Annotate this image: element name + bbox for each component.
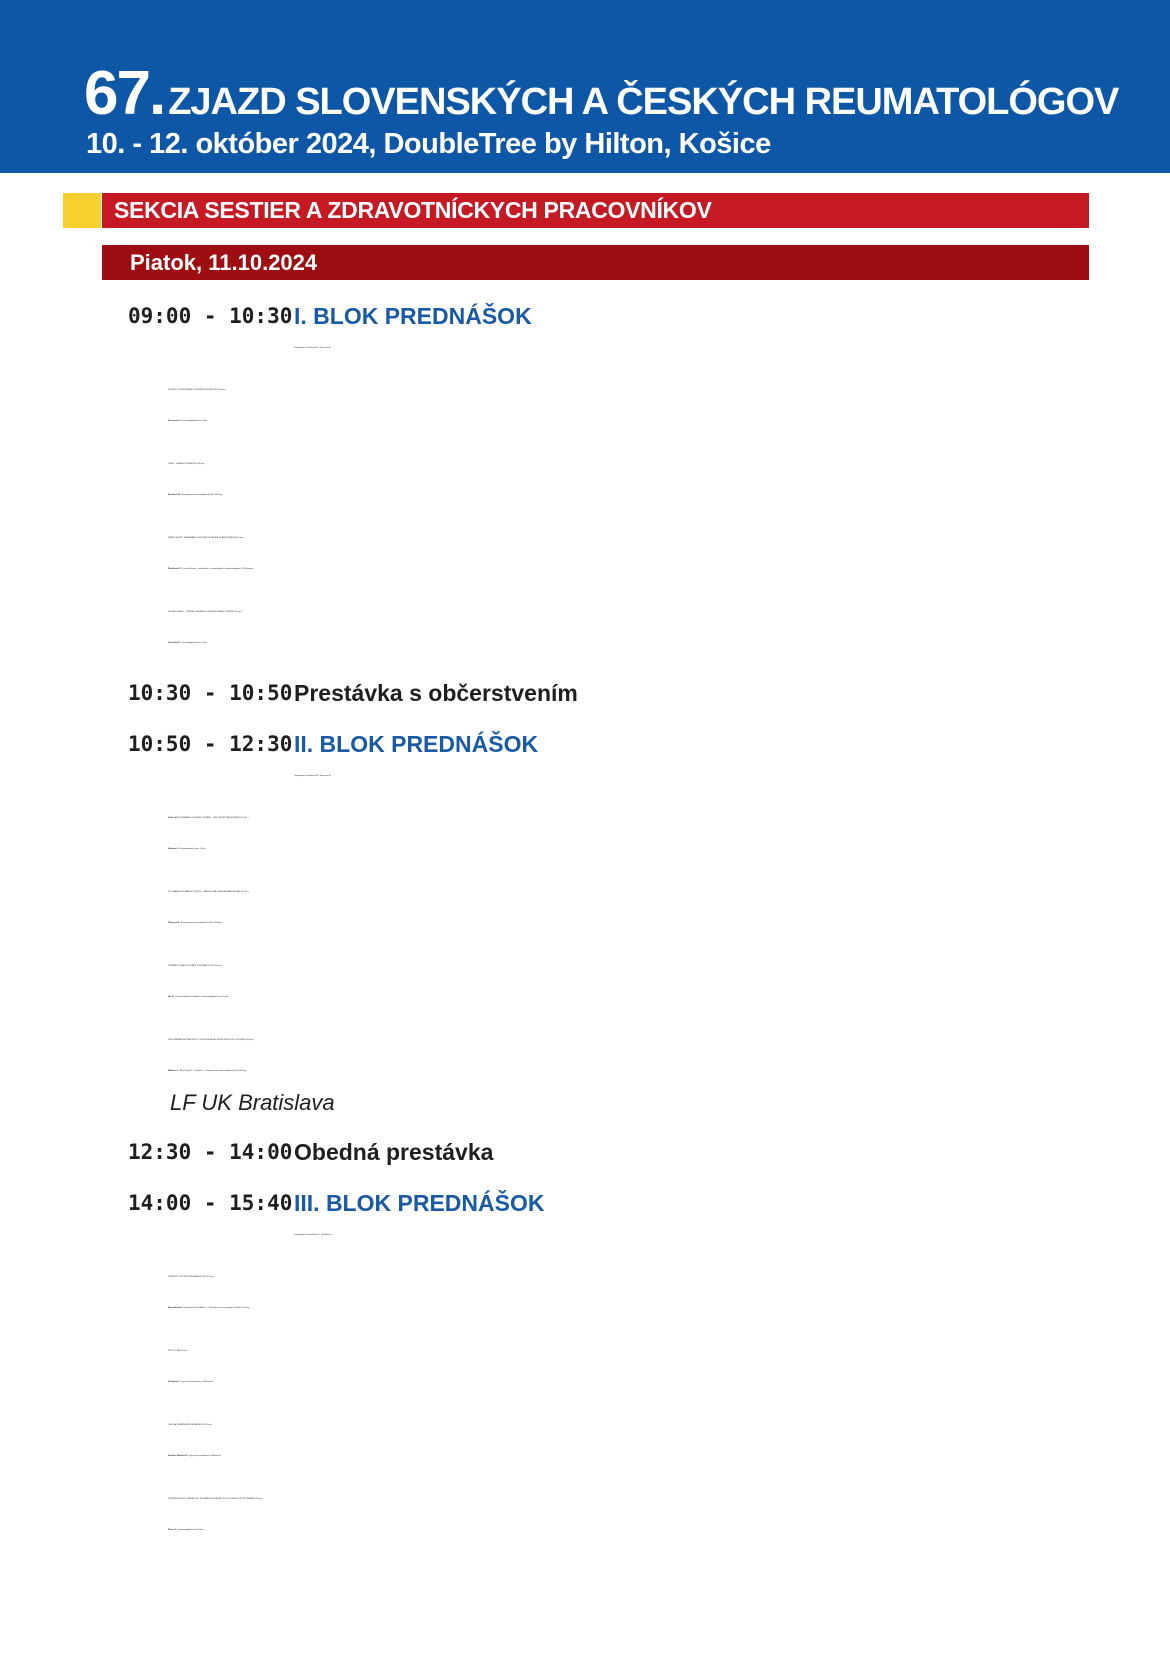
chairpersons: Predsedajúci: Nováková M., Šmucrová H. <box>294 347 332 349</box>
page-header <box>0 0 1170 173</box>
slot-time: 12:30 - 14:00 <box>128 1140 293 1164</box>
main-author: Přindišová P., <box>168 568 181 570</box>
talk-authors <box>168 834 1170 865</box>
talk-title: CRMO – PRÍBEH POKRAČUJE (30 min.) <box>168 463 206 465</box>
slot-time: 10:30 - 10:50 <box>128 681 293 705</box>
talk-title: PROJEKT RHEU – THYMIA V REVMATOLOGICKÉM ÚSTAVU V PRAZE (20 min.) <box>168 611 242 613</box>
main-author: Vejvodová E., <box>168 642 181 644</box>
talk-authors <box>168 1441 1170 1472</box>
talk-authors <box>168 554 1170 585</box>
talk-item <box>168 597 1170 659</box>
congress-title <box>84 58 1118 129</box>
talk-authors <box>168 1515 1170 1546</box>
talk-item <box>168 1484 1170 1546</box>
main-author: Fábryová M., <box>168 922 181 924</box>
break-title: Prestávka s občerstvením <box>294 680 578 706</box>
talk-title: POSTIŽENÍ NOHY U PACIENTŮ S PSORIATICKOU ARTRITÍDOU Z POHLEDU FYZIOTERAPIE (20 min.) <box>168 1498 263 1500</box>
affiliation: Liga proti reumatizmu na Slovensku <box>189 1455 221 1457</box>
talk-item <box>168 803 1170 865</box>
break-slot <box>0 1136 1170 1169</box>
talk-title: PUTOVANIE HODVÁBNOU CESTOU – BEHCETOVA CHOROBA (KAZUISTIKA) (30 min.) <box>168 891 249 893</box>
talk-item <box>168 1262 1170 1324</box>
block-title: I. BLOK PREDNÁŠOK <box>294 303 532 329</box>
talk-authors <box>168 406 1170 437</box>
affiliation: Národný ústav reumatických chorôb, Piešťany <box>208 1307 250 1309</box>
talk-title: TRÉNINK DÝCHACÍCH SVALŮ V REVMATOLOGII (20 min.) <box>168 965 223 967</box>
affiliation: III. interní klinika – nefrologická, revmatologická a endokrinologická, FN Olomouc <box>181 568 254 570</box>
break-title: Obedná prestávka <box>294 1139 494 1165</box>
block-title: III. BLOK PREDNÁŠOK <box>294 1190 545 1216</box>
section-marker <box>63 193 101 228</box>
break-slot <box>0 677 1170 710</box>
affiliation: Revmatologický ústav, Praha <box>181 420 208 422</box>
main-author: Nováková M., <box>168 494 181 496</box>
talk-item <box>168 1410 1170 1472</box>
main-author: Hľadajová L., <box>168 1381 181 1383</box>
programme-slot <box>0 728 1170 761</box>
talk-title: ČINNOSŤ LIGY PROTI REUMATIZMU SR (15 min.) <box>168 1276 215 1278</box>
slot-time: 14:00 - 15:40 <box>128 1191 293 1215</box>
talk-authors <box>168 1367 1170 1398</box>
talk-title: PRÁCE SESTRY NA REVMATOLOGICKÉM ODDĚLENÍ V KAZUISTIKÁCH (20 min.) <box>168 537 244 539</box>
affiliation: Národný ústav reumatických chorôb, Piešťany <box>180 922 222 924</box>
talk-item <box>168 1025 1170 1118</box>
talk-title: ŽIVOT S JIA (20 min.) <box>168 1350 188 1352</box>
main-author: Šmucrová H., <box>168 420 181 422</box>
affiliation: Centrum léčebné rehabilitace, Revmatologický ústav, Praha <box>175 996 229 998</box>
talk-title: AMBULANCE REVMATOLOGICKÉHO ÚSTAVU – JEHO NEZBYTNÁ SOUČÁST (20 min.) <box>168 817 249 819</box>
congress-name: ZJAZD SLOVENSKÝCH A ČESKÝCH REUMATOLÓGOV <box>168 81 1119 123</box>
talk-title: SYNOVIÁLNA TEKUTINA: KĽÚČ K POCHOPENIU A LIEČBE KĹBOVÝCH OCHORENÍ (20 min.) <box>168 1039 254 1041</box>
talk-item <box>168 375 1170 437</box>
main-author: Barančíková K., <box>168 1307 184 1309</box>
talk-item <box>168 523 1170 585</box>
slot-time: 10:50 - 12:30 <box>128 732 293 756</box>
section-title: SEKCIA SESTIER A ZDRAVOTNÍCKYCH PRACOVNÍKOV <box>102 193 1089 228</box>
talk-authors <box>168 480 1170 511</box>
co-authors: Niko Fereje B., Danišovič L., <box>179 1070 206 1072</box>
programme-slot <box>0 1187 1170 1220</box>
affiliation-continued: LF UK Bratislava <box>170 1090 335 1115</box>
talk-title: NOVINKY Z EVROPSKÉHO KONGRESU EULAR 2024 (20 min.) <box>168 389 226 391</box>
affiliation: Revmatologický ústav, Praha <box>179 848 206 850</box>
talk-title: JOGOVÁ TERAPIA PRE REUMATIKOV (45 min.) <box>168 1424 213 1426</box>
talk-item <box>168 951 1170 1013</box>
talk-authors <box>168 908 1170 939</box>
day-title: Piatok, 11.10.2024 <box>102 245 1089 280</box>
congress-date-venue: 10. - 12. október 2024, DoubleTree by Hilton, Košice <box>86 128 771 160</box>
talk-authors <box>168 628 1170 659</box>
talk-item <box>168 1336 1170 1398</box>
affiliation: Revmatologický ústav, Praha <box>181 642 208 644</box>
main-author: Malíková L., <box>168 1070 180 1072</box>
chairpersons: Predsedajúci: Nováková M., Šmucrová H. <box>294 775 332 777</box>
main-author: Kvítková J., <box>168 848 180 850</box>
affiliation: Revmatologický ústav, Praha <box>177 1529 204 1531</box>
talk-authors <box>168 1056 1170 1087</box>
congress-number: 67. <box>84 59 165 128</box>
talk-item <box>168 449 1170 511</box>
chairpersons: Predsedajúci: Barančíková K., Hľadajová L. <box>294 1234 333 1236</box>
programme <box>0 300 1170 1546</box>
affiliation: Liga proti reumatizmu na Slovensku <box>181 1381 213 1383</box>
affiliation: Národný ústav reumatických chorôb, Piešťany <box>181 494 223 496</box>
co-authors: Dobšovičová Černáková J., <box>183 1307 208 1309</box>
main-author: Obr D., <box>168 996 175 998</box>
talk-authors <box>168 982 1170 1013</box>
talk-item <box>168 877 1170 939</box>
programme-slot <box>0 300 1170 333</box>
main-author: Studenič Bobocká S., <box>168 1455 189 1457</box>
block-title: II. BLOK PREDNÁŠOK <box>294 731 539 757</box>
affiliation: Národný ústav reumatických chorôb Piešťany, <box>205 1070 247 1072</box>
slot-time: 09:00 - 10:30 <box>128 304 293 328</box>
talk-authors <box>168 1293 1170 1324</box>
main-author: Kičura T., <box>168 1529 177 1531</box>
